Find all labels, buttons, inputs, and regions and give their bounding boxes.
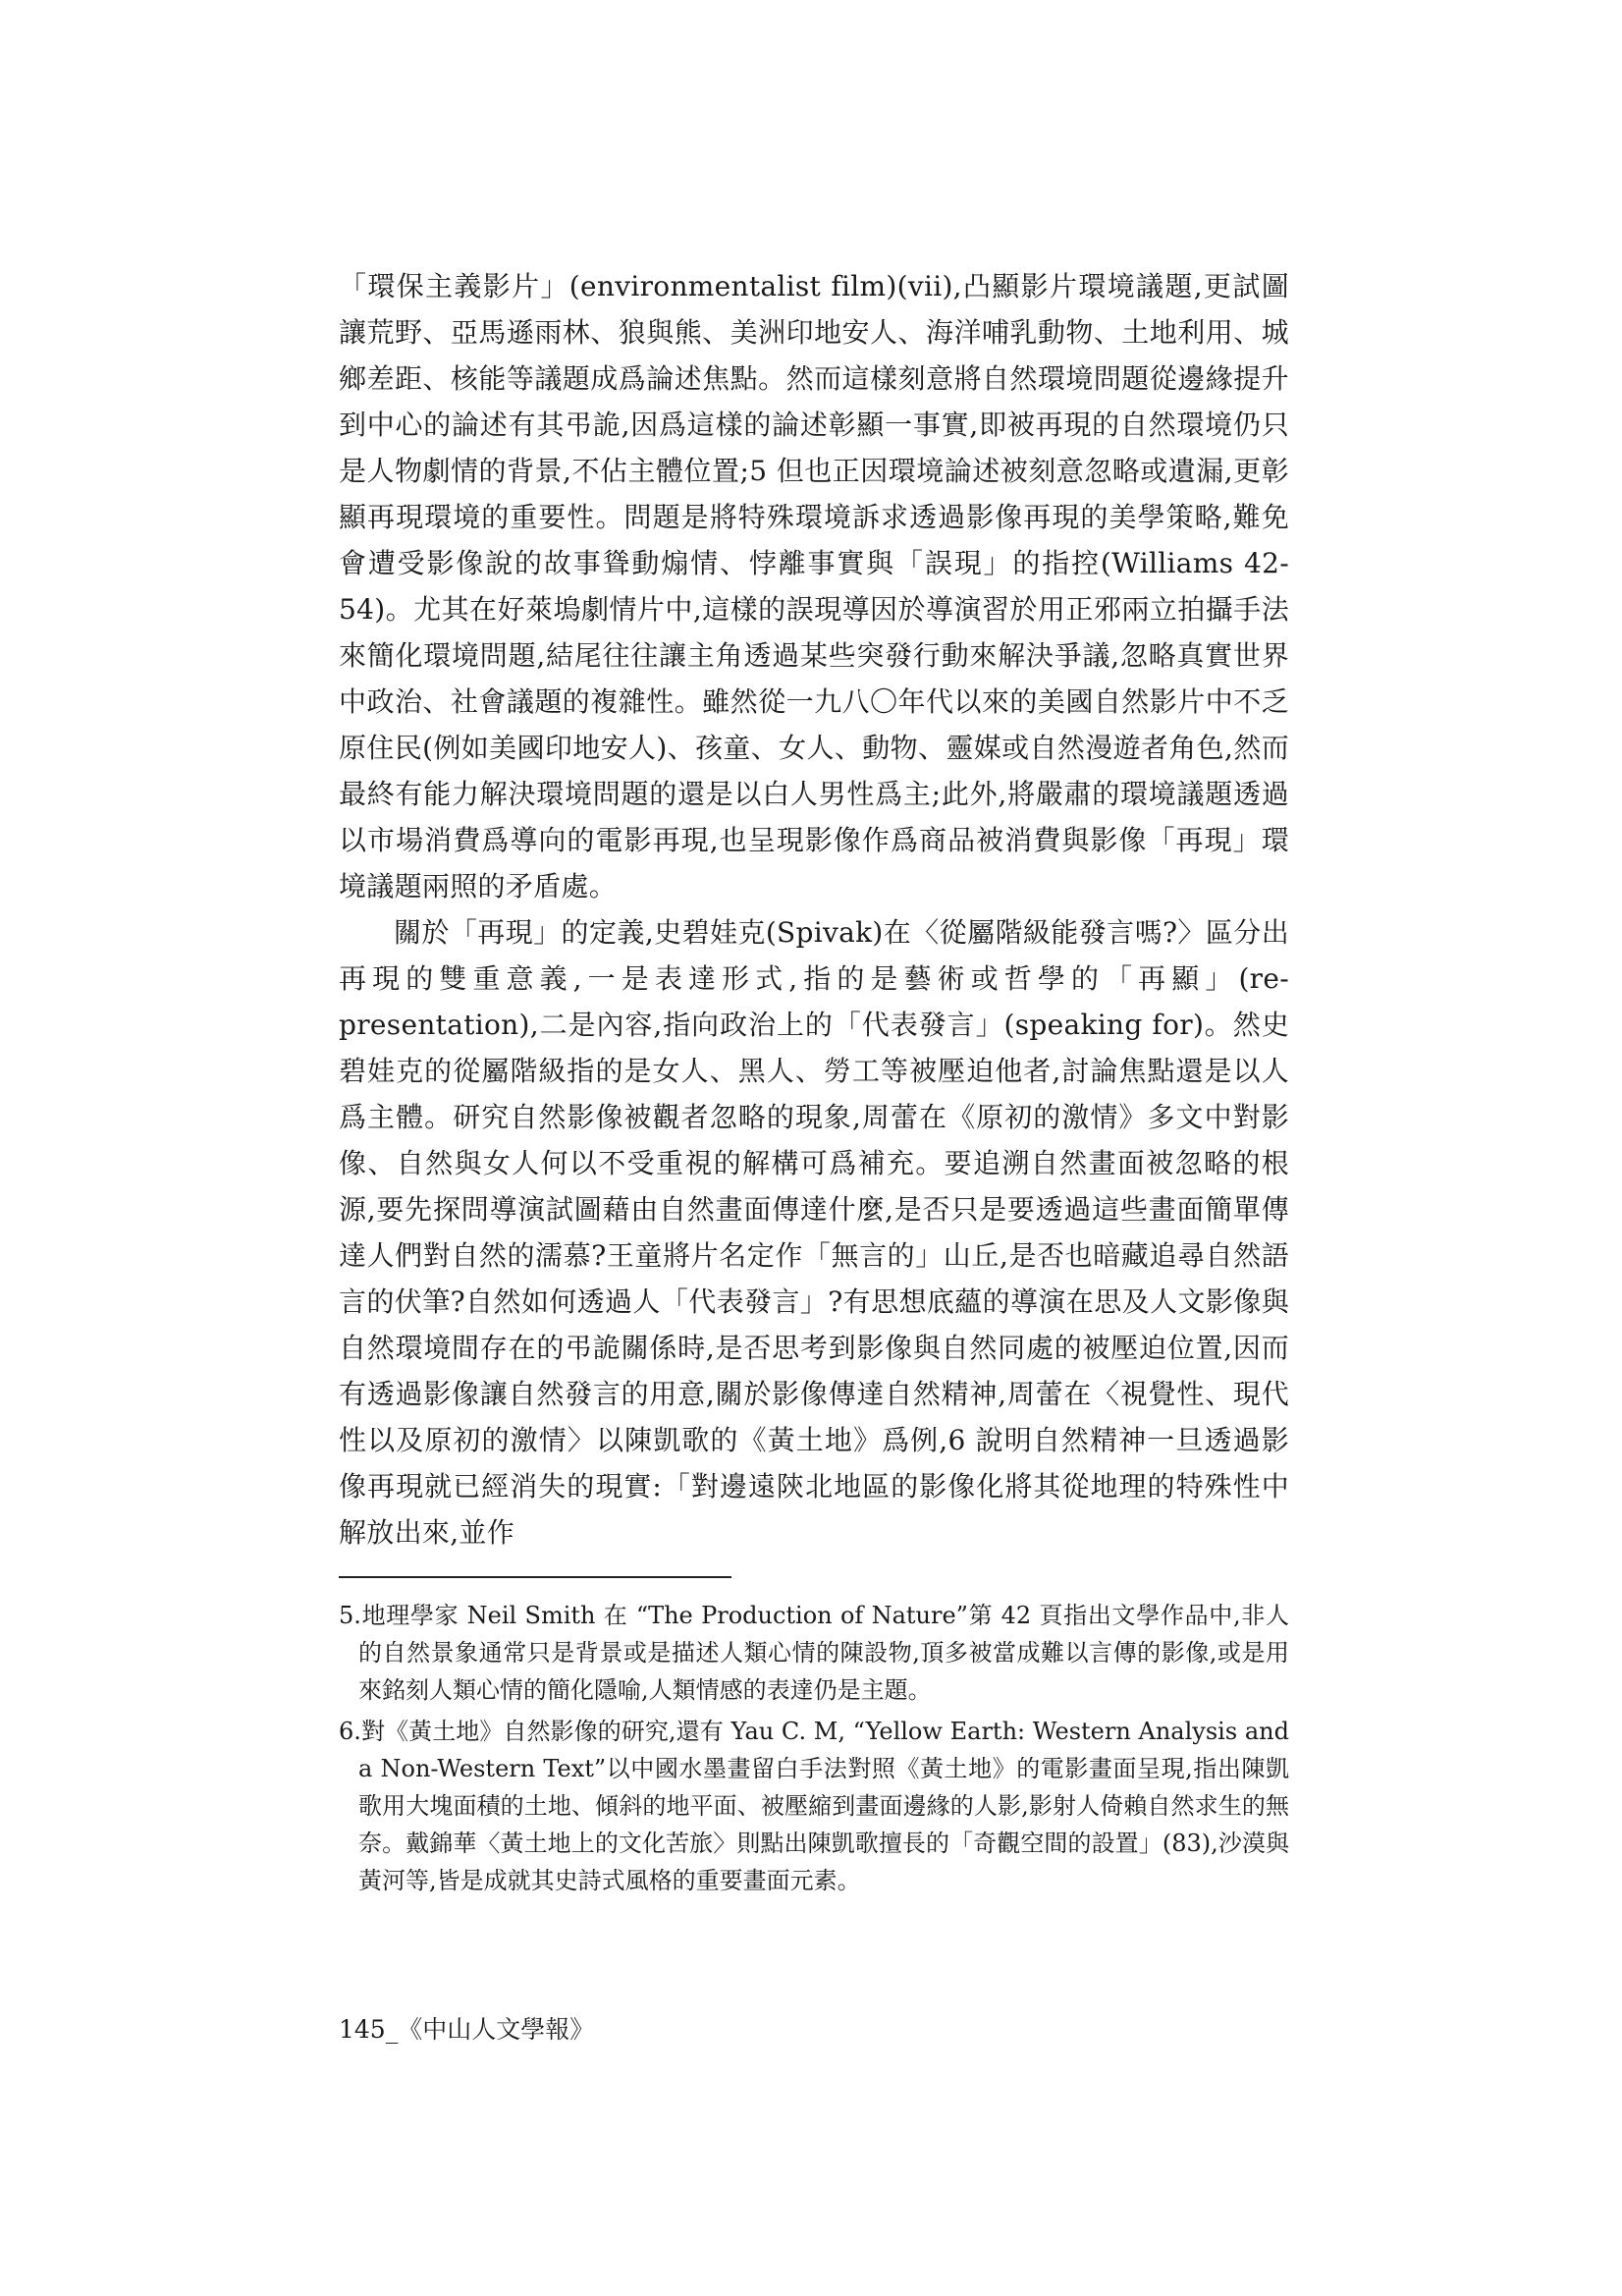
- footnotes: [339, 1597, 1289, 1903]
- main-text: [339, 263, 1289, 1556]
- page-folio: 145_《中山人文學報》: [339, 2015, 595, 2044]
- paragraph-2: 關於「再現」的定義,史碧娃克(Spivak)在〈從屬階級能發言嗎?〉區分出再現的雙重意義,一是表達形式,指的是藝術或哲學的「再顯」(re-presentation),二是內容,指向政治上的「代表發言」(speaking for)。然史碧娃克的從屬階級指的是女人、黑人、勞工等被壓迫他者,討論焦點還是以人爲主體。研究自然影像被觀者忽略的現象,周蕾在《原初的激情》多文中對影像、自然與女人何以不受重視的解構可爲補充。要追溯自然畫面被忽略的根源,要先探問導演試圖藉由自然畫面傳達什麼,是否只是要透過這些畫面簡單傳達人們對自然的濡慕?王童將片名定作「無言的」山丘,是否也暗藏追尋自然語言的伏筆?自然如何透過人「代表發言」?有思想底蘊的導演在思及人文影像與自然環境間存在的弔詭關係時,是否思考到影像與自然同處的被壓迫位置,因而有透過影像讓自然發言的用意,關於影像傳達自然精神,周蕾在〈視覺性、現代性以及原初的激情〉以陳凱歌的《黃土地》爲例,6 說明自然精神一旦透過影像再現就已經消失的現實:「對邊遠陝北地區的影像化將其從地理的特殊性中解放出來,並作: [339, 916, 1289, 1549]
- paragraph-1: 「環保主義影片」(environmentalist film)(vii),凸顯影片環境議題,更試圖讓荒野、亞馬遜雨林、狼與熊、美洲印地安人、海洋哺乳動物、土地利用、城鄉差距、核能等議題成爲論述焦點。然而這樣刻意將自然環境問題從邊緣提升到中心的論述有其弔詭,因爲這樣的論述彰顯一事實,即被再現的自然環境仍只是人物劇情的背景,不佔主體位置;5 但也正因環境論述被刻意忽略或遺漏,更彰顯再現環境的重要性。問題是將特殊環境訴求透過影像再現的美學策略,難免會遭受影像說的故事聳動煽情、悖離事實與「誤現」的指控(Williams 42-54)。尤其在好萊塢劇情片中,這樣的誤現導因於導演習於用正邪兩立拍攝手法來簡化環境問題,結尾往往讓主角透過某些突發行動來解決爭議,忽略真實世界中政治、社會議題的複雜性。雖然從一九八〇年代以來的美國自然影片中不乏原住民(例如美國印地安人)、孩童、女人、動物、靈媒或自然漫遊者角色,然而最終有能力解決環境問題的還是以白人男性爲主;此外,將嚴肅的環境議題透過以市場消費爲導向的電影再現,也呈現影像作爲商品被消費與影像「再現」環境議題兩照的矛盾處。: [339, 270, 1289, 902]
- footnote-5: 5.地理學家 Neil Smith 在 “The Production of Nature”第 42 頁指出文學作品中,非人的自然景象通常只是背景或是描述人類心情的陳設物,頂多被當成難以言傳的影像,或是用來銘刻人類心情的簡化隱喻,人類情感的表達仍是主題。: [339, 1602, 1289, 1704]
- footnote-6: 6.對《黃土地》自然影像的研究,還有 Yau C. M, “Yellow Earth: Western Analysis and a Non-Western Text”以中國水墨畫留白手法對照《黃土地》的電影畫面呈現,指出陳凱歌用大塊面積的土地、傾斜的地平面、被壓縮到畫面邊緣的人影,影射人倚賴自然求生的無奈。戴錦華〈黃土地上的文化苦旅〉則點出陳凱歌擅長的「奇觀空間的設置」(83),沙漠與黃河等,皆是成就其史詩式風格的重要畫面元素。: [339, 1718, 1289, 1894]
- footnote-divider: [339, 1576, 731, 1578]
